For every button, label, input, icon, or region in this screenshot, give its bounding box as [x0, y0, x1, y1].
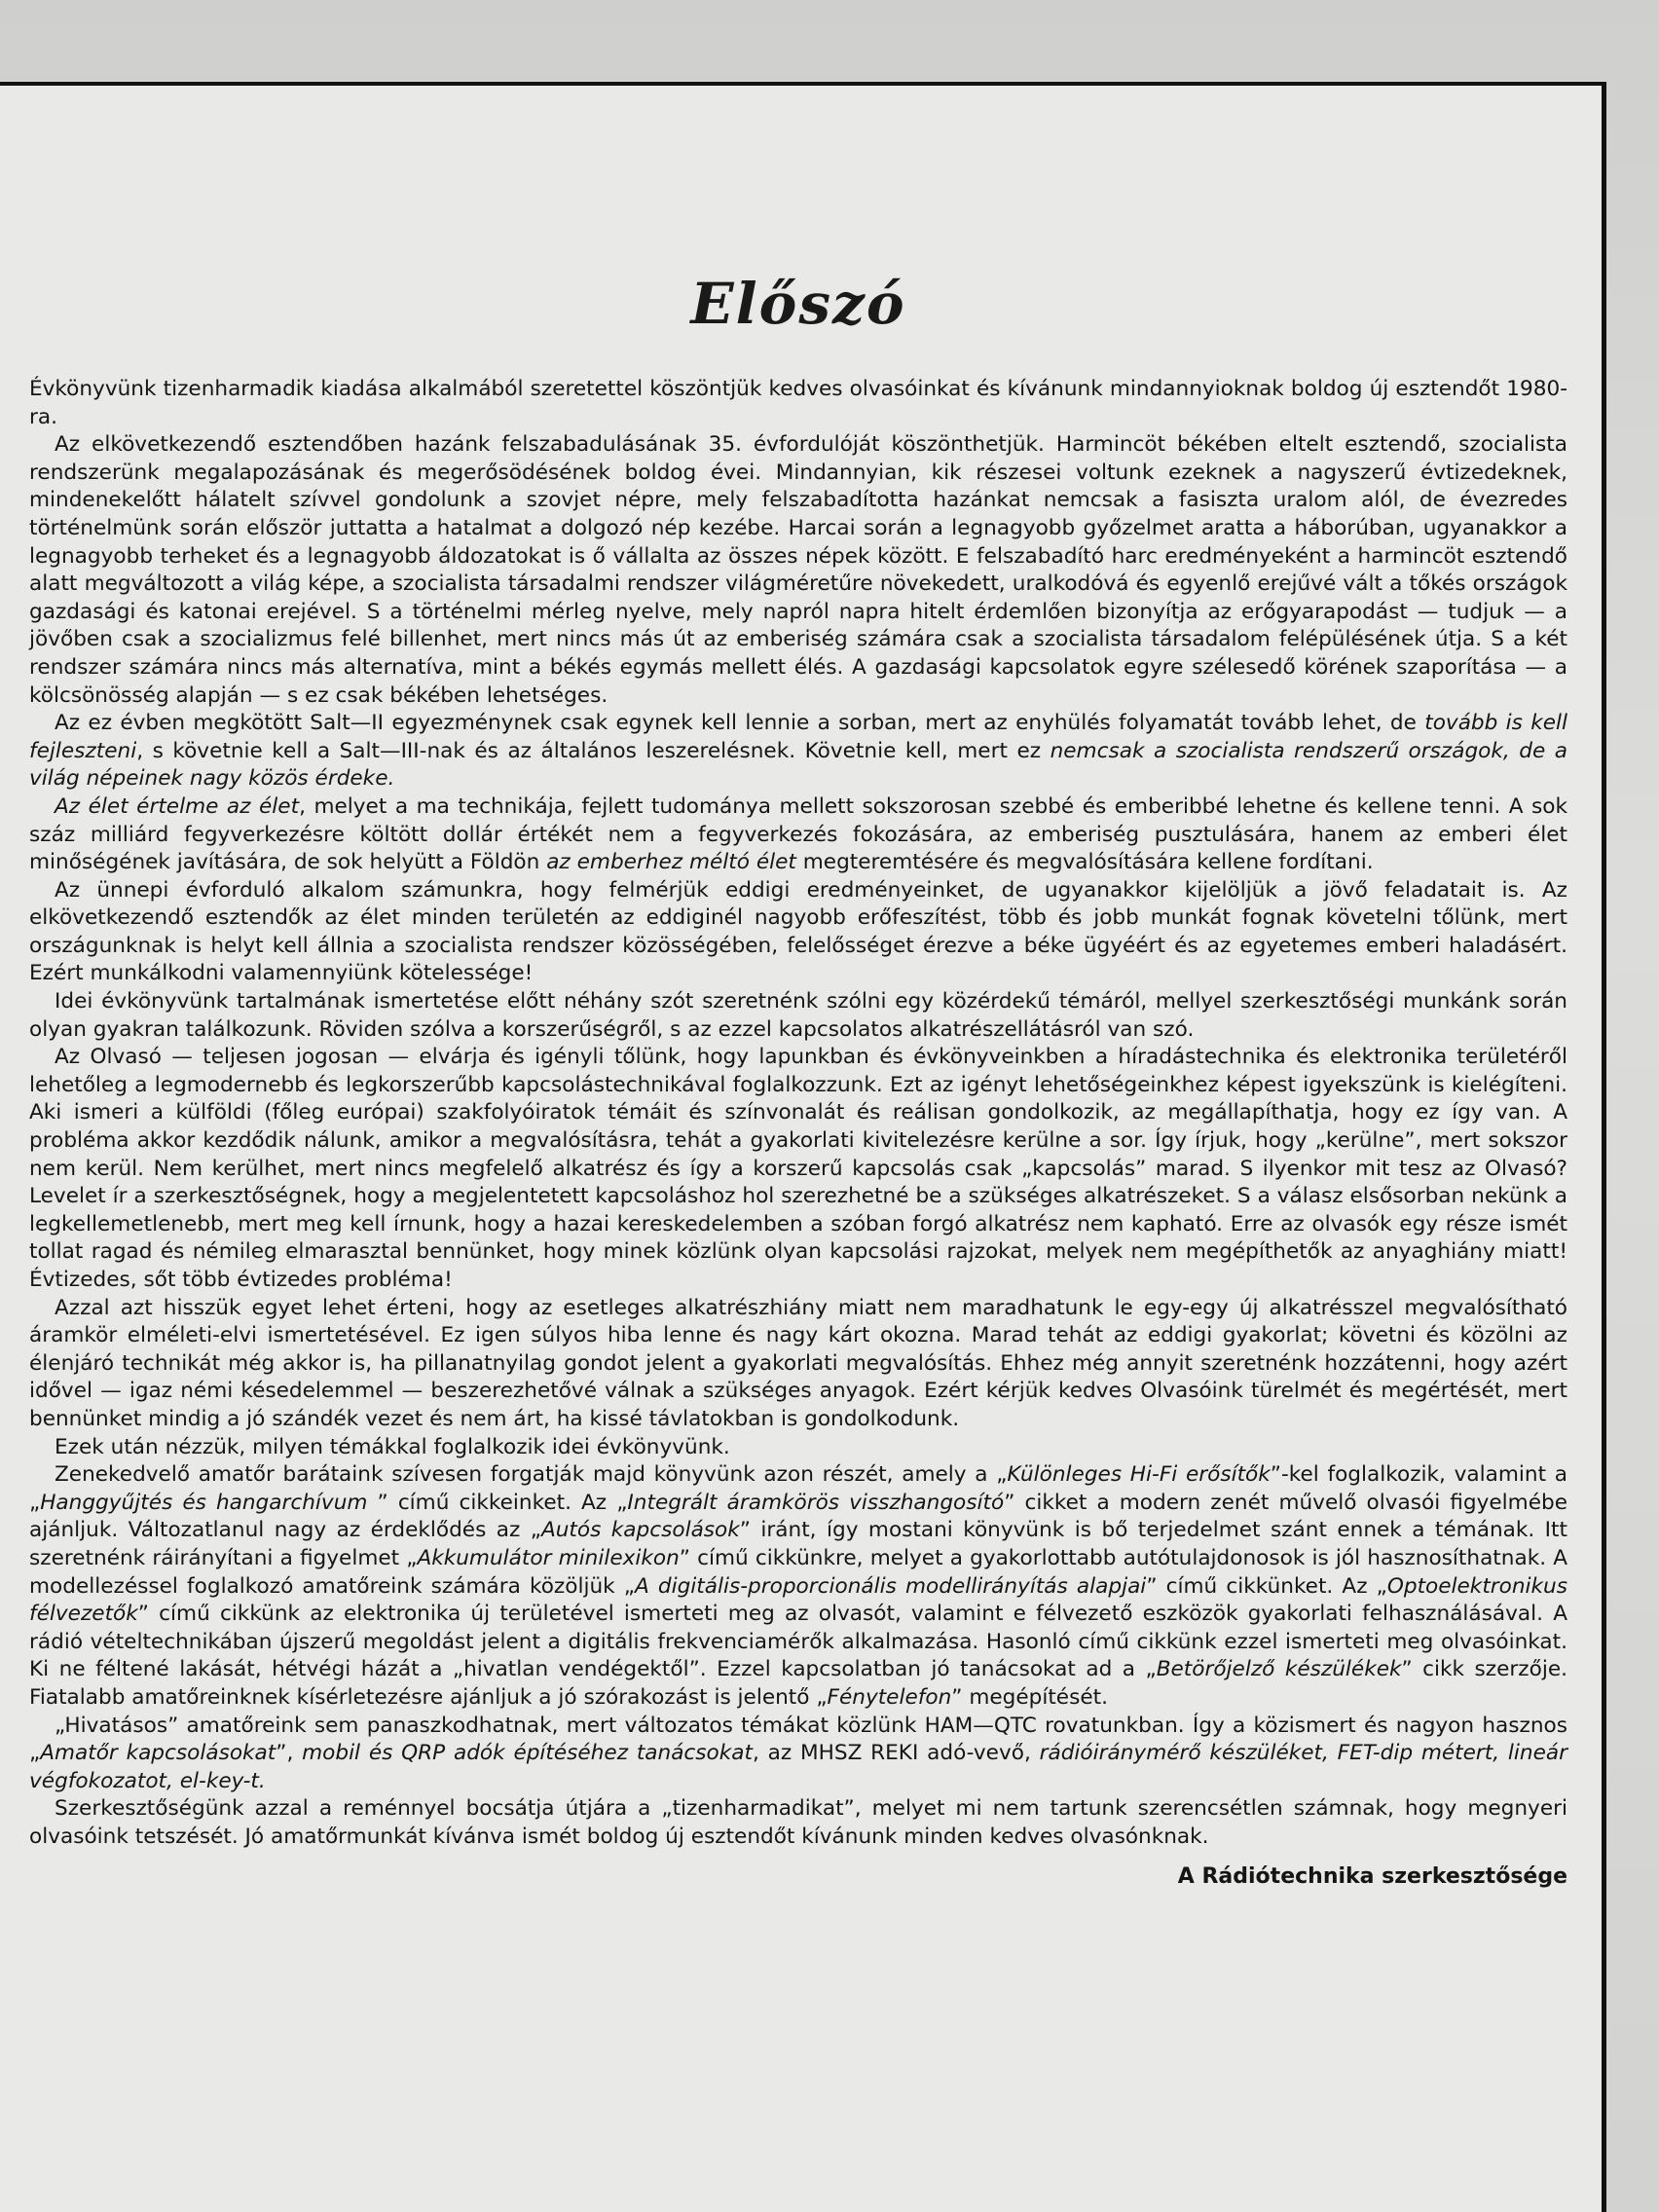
- text-run: , s követnie kell a Salt—III-nak és az általános leszerelésnek. Követnie kell, mert ez: [136, 738, 1051, 763]
- paragraph: [29, 376, 1567, 431]
- text-run: ” cikket a modern zenét művelő olvasói figyelmébe ajánljuk. Változatlanul nagy az érdeklődés az „: [29, 1490, 1567, 1543]
- text-run: Az Olvasó — teljesen jogosan — elvárja és igényli tőlünk, hogy lapunkban és évkönyveinkben a híradástechnika és elektronika területéről lehetőleg a legmodernebb és legkorszerűbb kapcsolástechnikával foglalkozzunk. Ezt az igényt lehetőségeinkhez képest igyekszünk is kielégíteni. Aki ismeri a külföldi (főleg európai) szakfolyóiratok témáit és színvonalát és reálisan gondolkozik, az megállapíthatja, hogy ez így van. A probléma akkor kezdődik nálunk, amikor a megvalósításra, tehát a gyakorlati kivitelezésre kerülne a sor. Így írjuk, hogy „kerülne”, mert sokszor nem kerül. Nem kerülhet, mert nincs megfelelő alkatrész és így a korszerű kapcsolás csak „kapcsolás” marad. S ilyenkor mit tesz az Olvasó? Levelet ír a szerkesztőségnek, hogy a megjelentetett kapcsoláshoz hol szerezhetné be a szükséges alkatrészeket. S a válasz elsősorban nekünk a legkellemetlenebb, mert meg kell írnunk, hogy a hazai kereskedelemben a szóban forgó alkatrész nem kapható. Erre az olvasók egy része ismét tollat ragad és némileg elmarasztal bennünket, hogy minek közlünk olyan kapcsolási rajzokat, melyek nem megépíthetők az anyaghiány miatt! Évtizedes, sőt több évtizedes probléma!: [29, 1045, 1567, 1292]
- text-run: , az MHSZ REKI adó-vevő,: [752, 1741, 1040, 1766]
- italic-text: Hanggyűjtés és hangarchívum: [40, 1490, 368, 1515]
- paragraph: [29, 710, 1567, 793]
- text-run: Az ünnepi évforduló alkalom számunkra, hogy felmérjük eddigi eredményeinket, de ugyanakkor kijelöljük a jövő feladatait is. Az elkövetkezendő esztendők az élet minden területén az eddiginél nagyobb erőfeszítést, több és jobb munkát fognak követelni tőlünk, mert országunknak is helyt kell állnia a szocialista rendszer közösségében, felelősséget érezve a béke ügyéért és az egyetemes emberi haladásért. Ezért munkálkodni valamennyiünk kötelessége!: [29, 877, 1567, 986]
- italic-text: mobil és QRP adók építéséhez tanácsokat: [302, 1741, 753, 1766]
- italic-text: Amatőr kapcsolásokat: [40, 1741, 276, 1766]
- paragraph: [29, 1795, 1567, 1851]
- paragraph: [29, 1713, 1567, 1796]
- paragraph: [29, 793, 1567, 877]
- italic-text: nemcsak a szocialista rendszerű országok, de a világ népeinek nagy közös érdeke.: [29, 738, 1567, 792]
- paragraph: [29, 1295, 1567, 1434]
- italic-text: Autós kapcsolások: [540, 1518, 740, 1543]
- text-run: ”-kel foglalkozik, valamint a „: [29, 1462, 1567, 1515]
- italic-text: Betörőjelző készülékek: [1156, 1657, 1402, 1682]
- italic-text: Integrált áramkörös visszhangosító: [627, 1490, 1005, 1515]
- italic-text: A digitális-proporcionális modellirányítás alapjai: [634, 1573, 1147, 1599]
- italic-text: Az élet értelme az élet: [55, 793, 300, 819]
- article-body: [29, 376, 1567, 1851]
- paragraph: [29, 1461, 1567, 1712]
- paragraph: [29, 431, 1567, 710]
- text-run: ” című cikkünkre, melyet a gyakorlottabb autótulajdonosok is jól hasznosíthatnak. A modellezéssel foglalkozó amatőreink számára közöljük „: [29, 1545, 1567, 1599]
- italic-text: az emberhez méltó élet: [546, 850, 796, 875]
- text-run: „Hivatásos” amatőreink sem panaszkodhatnak, mert változatos témákat közlünk HAM—QTC rovatunkban. Így a közismert és nagyon hasznos „: [29, 1713, 1567, 1766]
- text-run: Az ez évben megkötött Salt—II egyezménynek csak egynek kell lennie a sorban, mert az enyhülés folyamatát tovább lehet, de: [55, 711, 1425, 736]
- italic-text: Fénytelefon: [827, 1684, 952, 1710]
- paragraph: [29, 877, 1567, 988]
- text-run: ” megépítését.: [951, 1684, 1108, 1710]
- signature: A Rádiótechnika szerkesztősége: [1177, 1864, 1567, 1890]
- text-run: Szerkesztőségünk azzal a reménnyel bocsátja útjára a „tizenharmadikat”, melyet mi nem tartunk szerencsétlen számnak, hogy megnyeri olvasóink tetszését. Jó amatőrmunkát kívánva ismét boldog új esztendőt kívánunk minden kedves olvasónknak.: [29, 1796, 1567, 1849]
- text-run: , melyet a ma technikája, fejlett tudománya mellett sokszorosan szebbé és emberibbé lehetne és kellene tenni. A sok száz milliárd fegyverkezésre költött dollár értékét nem a fegyverkezés fokozására, az emberiség pusztulására, hanem az emberi élet minőségének javítására, de sok helyütt a Földön: [29, 793, 1567, 875]
- text-run: ”,: [276, 1741, 303, 1766]
- text-run: ” című cikkünk az elektronika új területével ismerteti meg az olvasót, valamint e félvezető eszközök gyakorlati felhasználásával. A rádió vételtechnikában újszerű megoldást jelent a digitális frekvenciamérők alkalmazása. Hasonló című cikkünk ezzel ismerteti meg olvasóinkat. Ki ne féltené lakását, hétvégi házát a „hivatlan vendégektől”. Ezzel kapcsolatban jó tanácsokat ad a „: [29, 1602, 1567, 1682]
- text-run: Ezek után nézzük, milyen témákkal foglalkozik idei évkönyvünk.: [55, 1434, 730, 1459]
- text-run: Zenekedvelő amatőr barátaink szívesen forgatják majd könyvünk azon részét, amely a „: [55, 1462, 1008, 1488]
- italic-text: tovább is kell fejleszteni: [29, 711, 1567, 763]
- paragraph: [29, 1434, 1567, 1462]
- paragraph: [29, 1044, 1567, 1294]
- text-run: ” iránt, így mostani könyvünk is bő terjedelmet szánt ennek a témának. Itt szeretnénk ráirányítani a figyelmet „: [29, 1518, 1567, 1570]
- page-title: Előszó: [690, 271, 906, 337]
- paragraph: [29, 988, 1567, 1044]
- italic-text: Optoelektronikus félvezetők: [29, 1573, 1567, 1627]
- text-run: Évkönyvünk tizenharmadik kiadása alkalmából szeretettel köszöntjük kedves olvasóinkat és kívánunk mindannyioknak boldog új esztendőt 1980-ra.: [29, 377, 1567, 429]
- text-run: ” című cikkünket. Az „: [1146, 1573, 1387, 1599]
- italic-text: Különleges Hi-Fi erősítők: [1007, 1462, 1271, 1488]
- text-run: Az elkövetkezendő esztendőben hazánk felszabadulásának 35. évfordulóját köszönthetjük. Harmincöt békében eltelt esztendő, szocialista rendszerünk megalapozásának és megerősödésének boldog évei. Mindannyian, kik részesei voltunk ezeknek a nagyszerű évtizedeknek, mindenekelőtt hálatelt szívvel gondolunk a szovjet népre, mely felszabadította hazánkat nemcsak a fasiszta uralom alól, de évezredes történelmünk során először juttatta a hatalmat a dolgozó nép kezébe. Harcai során a legnagyobb győzelmet aratta a háborúban, ugyanakkor a legnagyobb terheket és a legnagyobb áldozatokat is ő vállalta az összes népek között. E felszabadító harc eredményeként a harmincöt esztendő alatt megváltozott a világ képe, a szocialista társadalmi rendszer világméretűre növekedett, uralkodóvá és egyenlő erejűvé vált a tőkés országok gazdasági és katonai erejével. S a történelmi mérleg nyelve, mely napról napra hitelt érdemlően bizonyítja az erőgyarapodást — tudjuk — a jövőben csak a szocializmus felé billenhet, mert nincs más út az emberiség számára csak a szocialista társadalom felépülésének útja. S a két rendszer számára nincs más alternatíva, mint a békés egymás mellett élés. A gazdasági kapcsolatok egyre szélesedő körének szaporítása — a kölcsönösség alapján — s ez csak békében lehetséges.: [29, 432, 1567, 708]
- text-run: Azzal azt hisszük egyet lehet érteni, hogy az esetleges alkatrészhiány miatt nem maradhatunk le egy-egy új alkatrésszel megvalósítható áramkör elméleti-elvi ismertetésével. Ez igen súlyos hiba lenne és nagy kárt okozna. Marad tehát az eddigi gyakorlat; követni és közölni az élenjáró technikát még akkor is, ha pillanatnyilag gondot jelent a gyakorlati megvalósítás. Ehhez még annyit szeretnénk hozzátenni, hogy azért idővel — igaz némi késedelemmel — beszerezhetővé válnak a szükséges anyagok. Ezért kérjük kedves Olvasóink türelmét és megértését, mert bennünket mindig a jó szándék vezet és nem árt, ha kissé távlatokban is gondolkodunk.: [29, 1295, 1567, 1431]
- text-run: ” cikk szerzője. Fiatalabb amatőreinknek kísérletezésre ajánljuk a jó szórakozást is jelentő „: [29, 1657, 1567, 1710]
- italic-text: Akkumulátor minilexikon: [417, 1545, 680, 1570]
- article: [29, 271, 1567, 1889]
- article-frame: [0, 82, 1606, 2212]
- text-run: megteremtésére és megvalósítására kellene fordítani.: [795, 850, 1374, 875]
- text-run: Idei évkönyvünk tartalmának ismertetése előtt néhány szót szeretnénk szólni egy közérdekű témáról, mellyel szerkesztőségi munkánk során olyan gyakran találkozunk. Röviden szólva a korszerűségről, s az ezzel kapcsolatos alkatrészellátásról van szó.: [29, 989, 1567, 1042]
- text-run: ” című cikkeinket. Az „: [367, 1490, 628, 1515]
- italic-text: rádióiránymérő készüléket, FET-dip métert, lineár végfokozatot, el-key-t.: [29, 1741, 1567, 1793]
